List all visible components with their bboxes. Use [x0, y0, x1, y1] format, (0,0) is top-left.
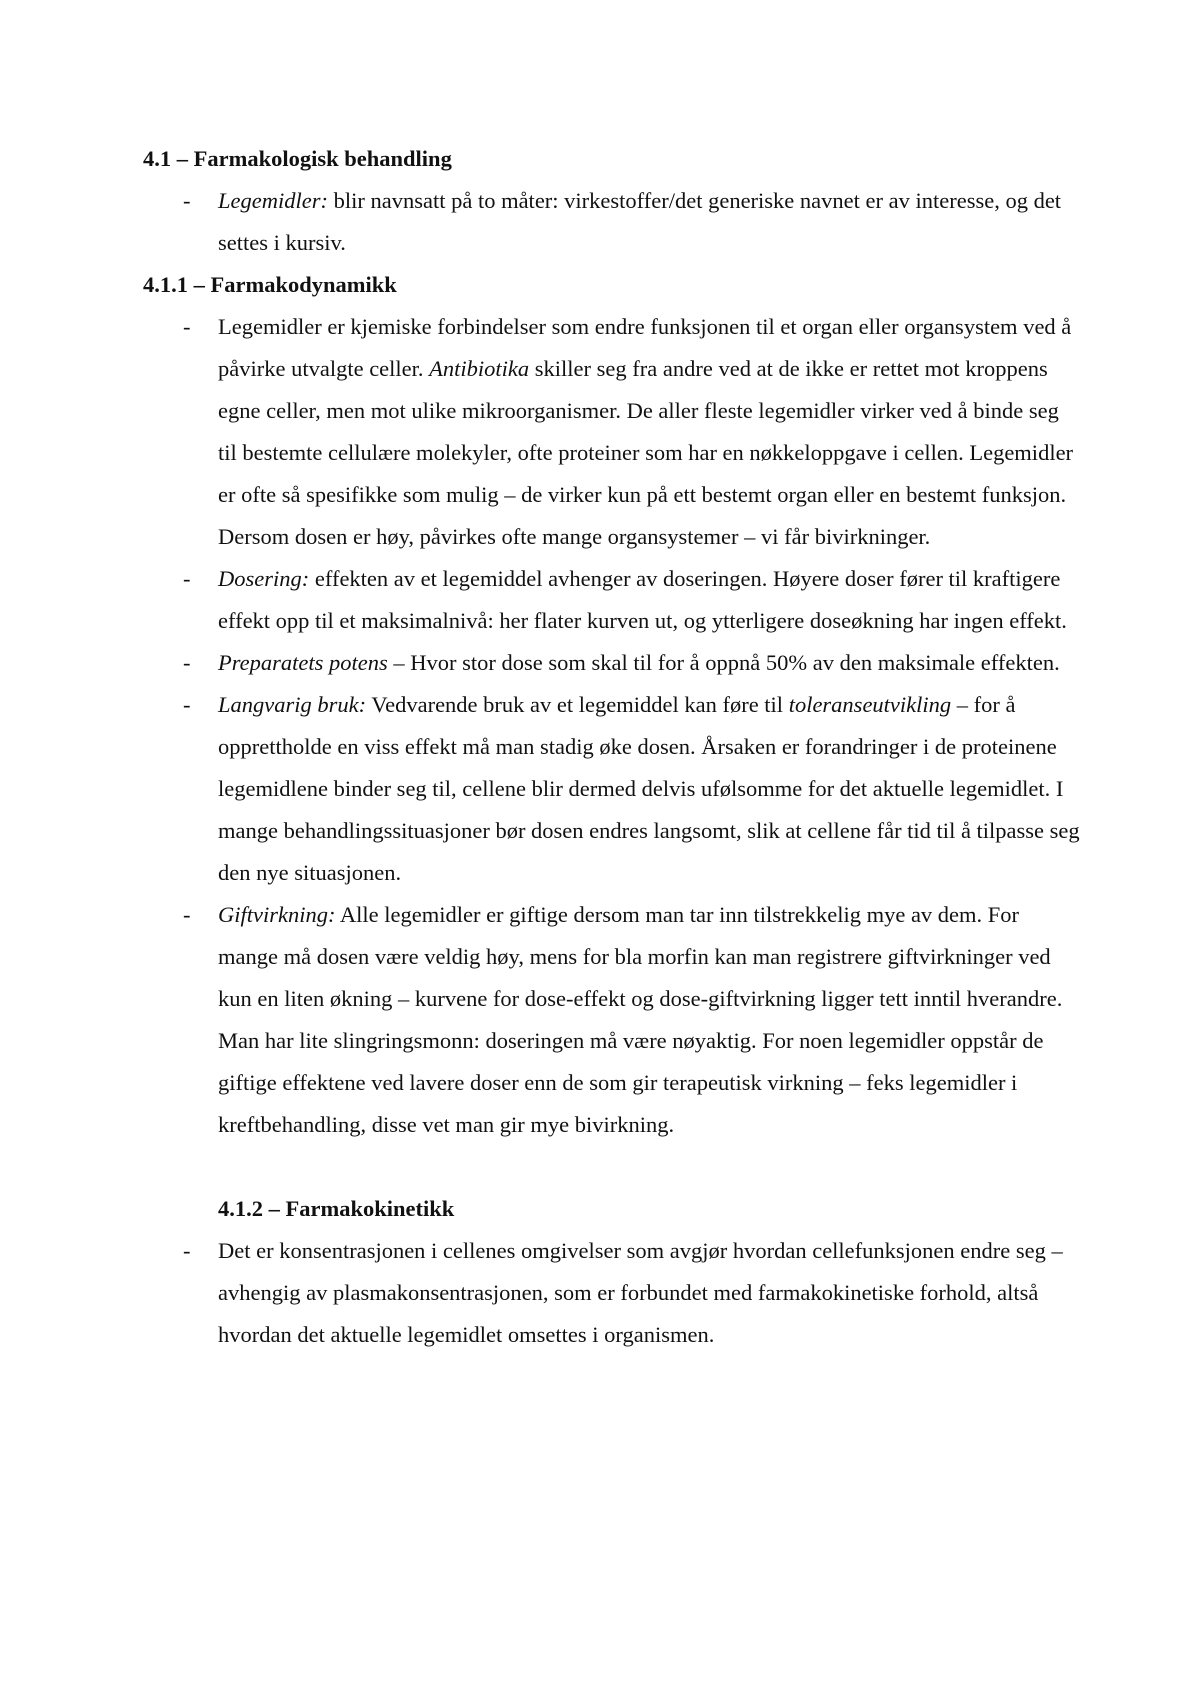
bullet-list-4-1-2 [143, 1230, 1083, 1356]
item-text: Legemidler er kjemiske forbindelser som endre funksjonen til et organ eller organsystem ved å påvirke utvalgte celler. [218, 314, 1072, 381]
bullet-list-4-1 [143, 180, 1083, 264]
item-text: Det er konsentrasjonen i cellenes omgivelser som avgjør hvordan cellefunksjonen endre seg – avhengig av plasmakonsentrasjonen, som er forbundet med farmakokinetiske forhold, altså hvordan det aktuelle legemidlet omsettes i organismen. [218, 1238, 1063, 1347]
term-langvarig-bruk: Langvarig bruk: [218, 692, 367, 717]
item-text: – for å opprettholde en viss effekt må man stadig øke dosen. Årsaken er forandringer i de proteinene legemidlene binder seg til, cellene blir dermed delvis ufølsomme for det aktuelle legemidlet. I mange behandlingssituasjoner bør dosen endres langsomt, slik at cellene får tid til å tilpasse seg den nye situasjonen. [218, 692, 1080, 885]
term-dosering: Dosering: [218, 566, 310, 591]
bullet-list-4-1-1 [143, 306, 1083, 1146]
bullet-dash: - [183, 566, 191, 591]
item-text: Vedvarende bruk av et legemiddel kan føre til [366, 692, 789, 717]
term-preparatets-potens: Preparatets potens [218, 650, 388, 675]
bullet-dash: - [183, 650, 191, 675]
term-antibiotika: Antibiotika [429, 356, 530, 381]
list-item [143, 180, 1083, 264]
item-text: – Hvor stor dose som skal til for å oppnå 50% av den maksimale effekten. [387, 650, 1060, 675]
list-item [143, 642, 1083, 684]
item-text: blir navnsatt på to måter: virkestoffer/det generiske navnet er av interesse, og det settes i kursiv. [218, 188, 1062, 255]
bullet-dash: - [183, 692, 191, 717]
bullet-dash: - [183, 1238, 191, 1263]
list-item [143, 306, 1083, 558]
section-heading-4-1: 4.1 – Farmakologisk behandling [143, 146, 452, 171]
list-item [143, 558, 1083, 642]
term-toleranseutvikling: toleranseutvikling [788, 692, 952, 717]
term-giftvirkning: Giftvirkning: [218, 902, 336, 927]
item-text: effekten av et legemiddel avhenger av doseringen. Høyere doser fører til kraftigere effekt opp til et maksimalnivå: her flater kurven ut, og ytterligere doseøkning har ingen effekt. [218, 566, 1067, 633]
bullet-dash: - [183, 188, 191, 213]
list-item [143, 894, 1083, 1146]
section-heading-4-1-1: 4.1.1 – Farmakodynamikk [143, 272, 397, 297]
section-heading-4-1-2: 4.1.2 – Farmakokinetikk [218, 1196, 455, 1221]
bullet-dash: - [183, 902, 191, 927]
list-item [143, 684, 1083, 894]
term-legemidler: Legemidler: [218, 188, 328, 213]
item-text: skiller seg fra andre ved at de ikke er rettet mot kroppens egne celler, men mot ulike mikroorganismer. De aller fleste legemidler virker ved å binde seg til bestemte cellulære molekyler, ofte proteiner som har en nøkkeloppgave i cellen. Legemidler er ofte så spesifikke som mulig – de virker kun på ett bestemt organ eller en bestemt funksjon. Dersom dosen er høy, påvirkes ofte mange organsystemer – vi får bivirkninger. [218, 356, 1074, 549]
blank-line [143, 1146, 1083, 1188]
item-text: Alle legemidler er giftige dersom man tar inn tilstrekkelig mye av dem. For mange må dosen være veldig høy, mens for bla morfin kan man registrere giftvirkninger ved kun en liten økning – kurvene for dose-effekt og dose-giftvirkning ligger tett inntil hverandre. Man har lite slingringsmonn: doseringen må være nøyaktig. For noen legemidler oppstår de giftige effektene ved lavere doser enn de som gir terapeutisk virkning – feks legemidler i kreftbehandling, disse vet man gir mye bivirkning. [218, 902, 1063, 1137]
bullet-dash: - [183, 314, 191, 339]
list-item [143, 1230, 1083, 1356]
document-body [143, 138, 1083, 1356]
